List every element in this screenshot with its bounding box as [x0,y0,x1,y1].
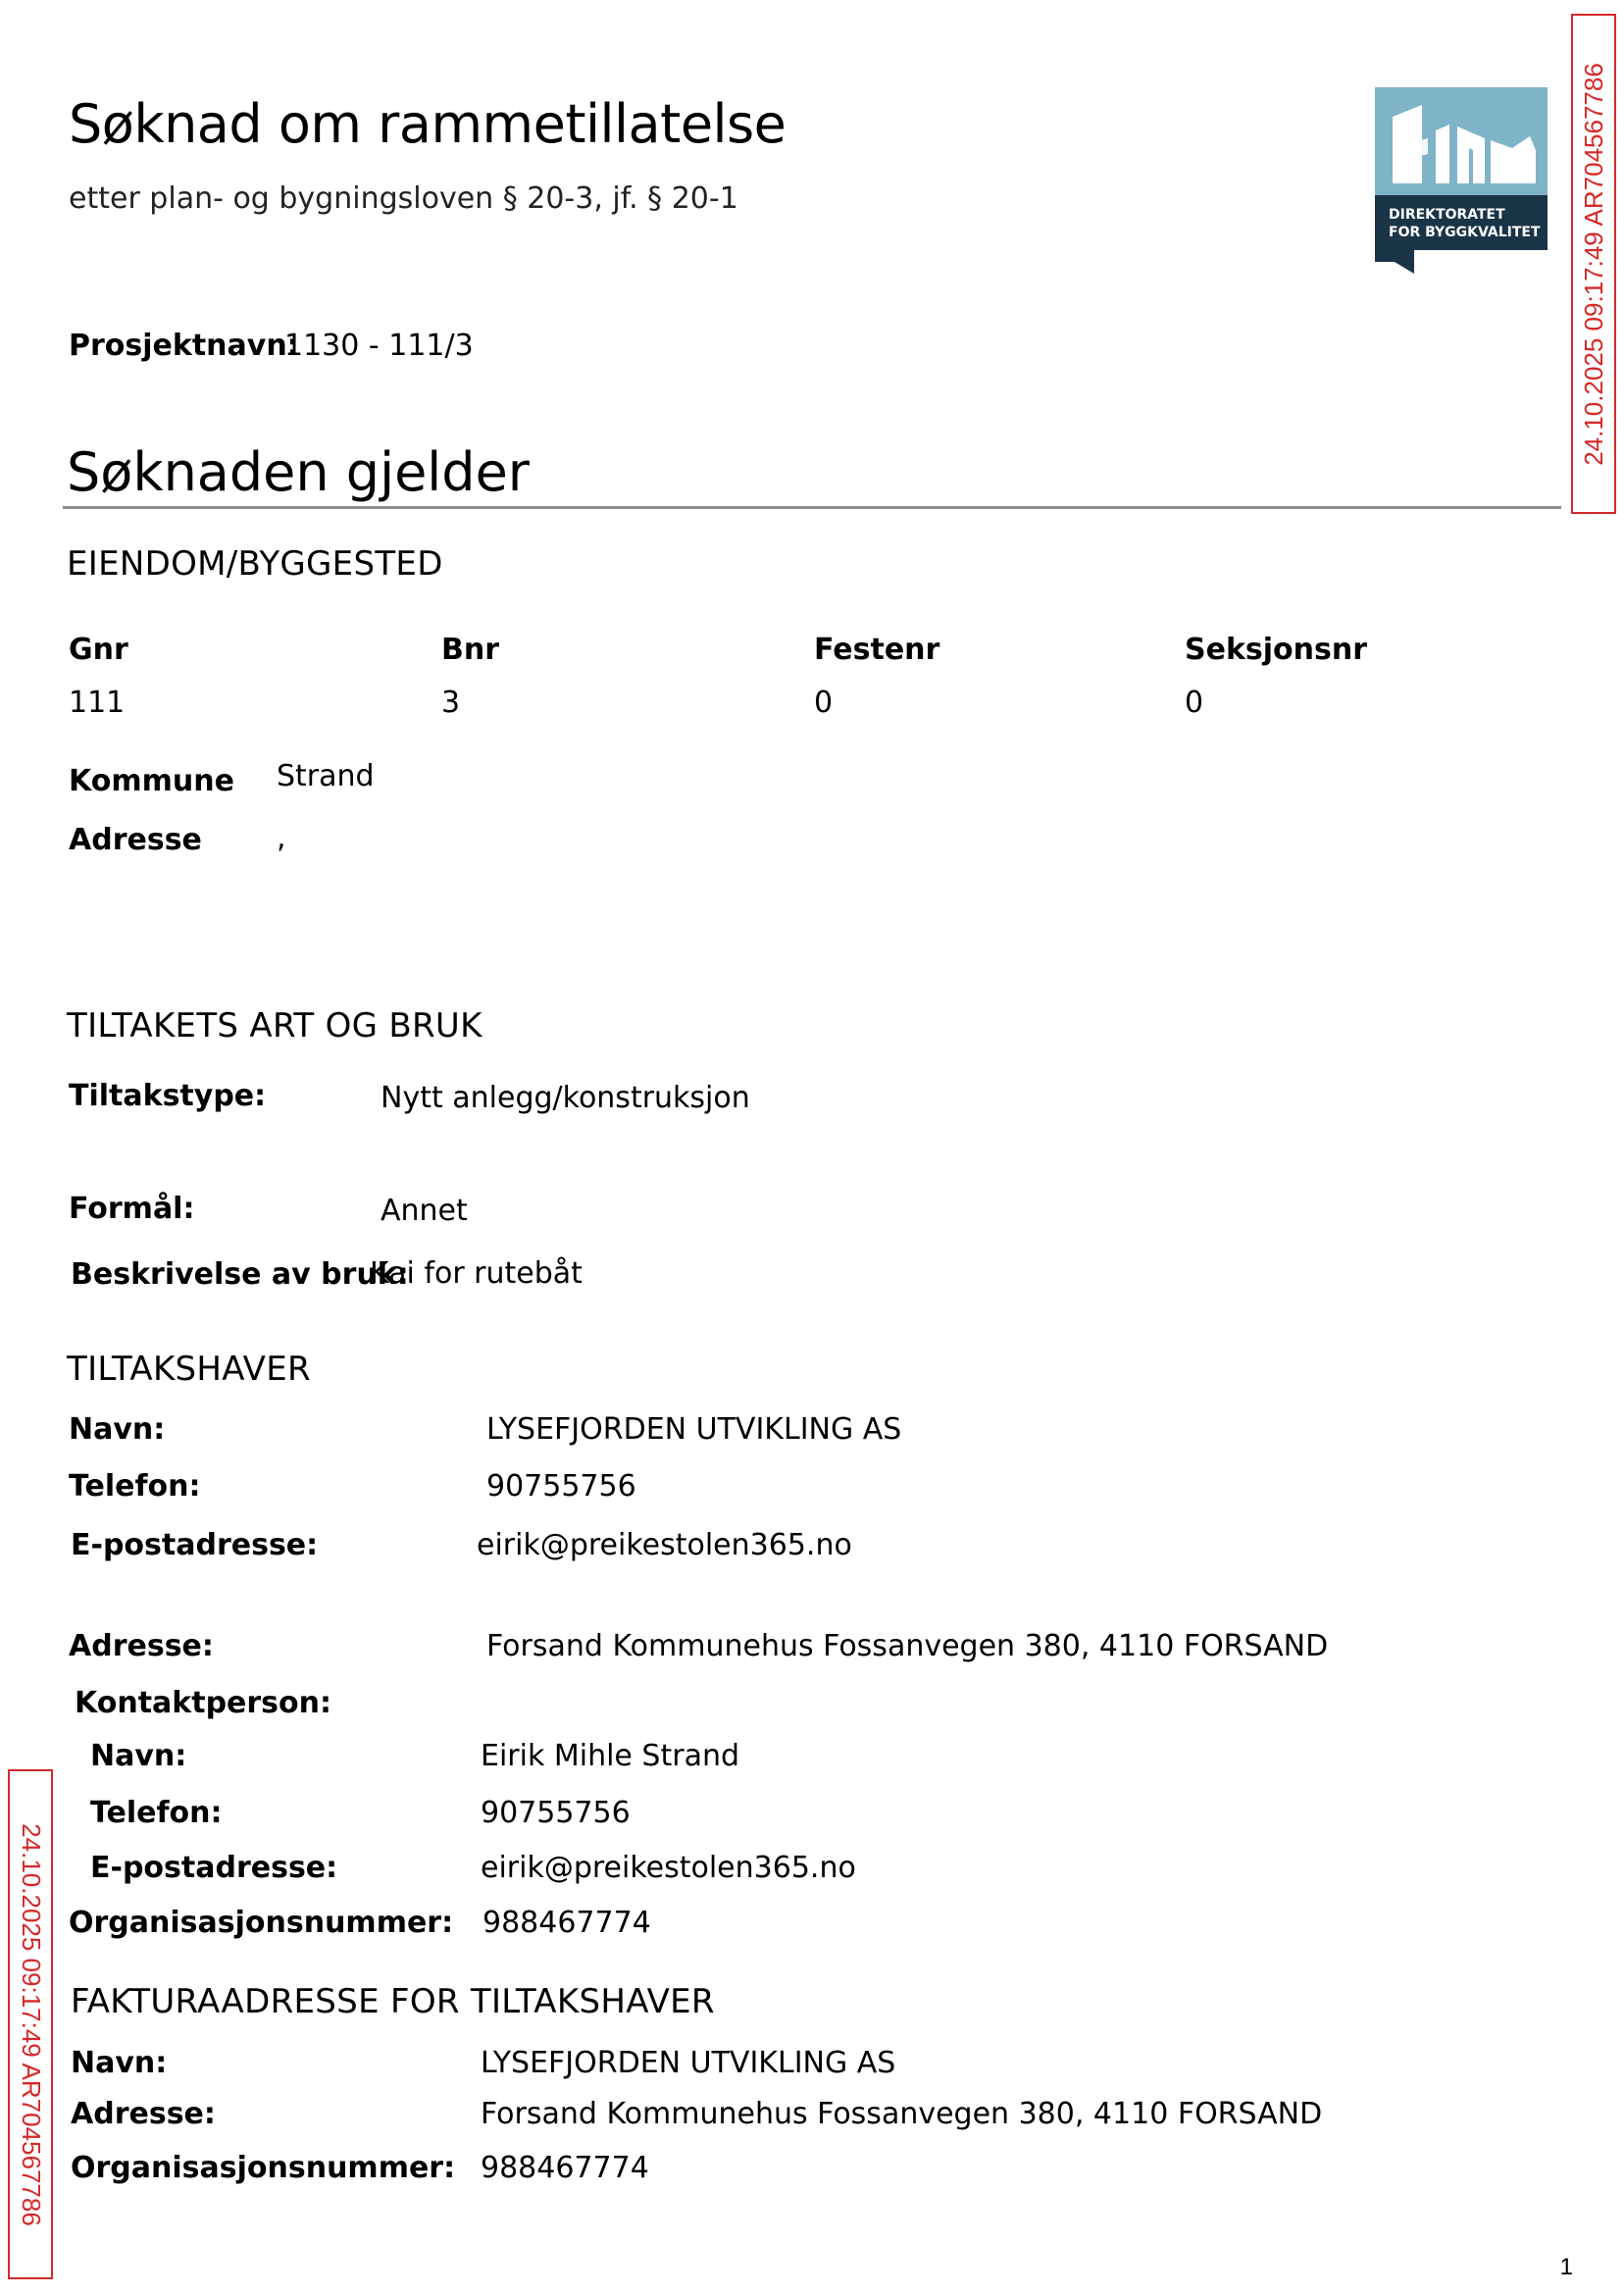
owner-org-value: 988467774 [482,1906,651,1940]
purpose-label: Formål: [69,1192,195,1226]
billing-org-label: Organisasjonsnummer: [71,2151,456,2185]
usage-value: Kai for rutebåt [370,1256,583,1291]
adresse-label: Adresse [69,823,202,857]
contact-name-value: Eirik Mihle Strand [481,1739,740,1773]
project-name-label: Prosjektnavn: [69,329,299,363]
owner-heading: TILTAKSHAVER [67,1350,311,1389]
contact-phone-value: 90755756 [481,1796,631,1830]
gnr-label: Gnr [69,633,128,667]
heading-divider [63,506,1561,509]
page-number: 1 [1559,2254,1573,2280]
application-heading: Søknaden gjelder [67,441,530,503]
stamp-text-top: 24.10.2025 09:17:49 AR704567786 [1578,62,1608,466]
timestamp-stamp-bottom [8,1769,53,2279]
measure-type-value: Nytt anlegg/konstruksjon [381,1081,750,1115]
owner-email-label: E-postadresse: [71,1528,319,1562]
festenr-value: 0 [814,686,834,720]
billing-address-value: Forsand Kommunehus Fossanvegen 380, 4110 FORSAND [481,2097,1323,2131]
owner-name-value: LYSEFJORDEN UTVIKLING AS [486,1412,902,1447]
contact-email-label: E-postadresse: [90,1851,338,1885]
owner-name-label: Navn: [69,1412,166,1447]
owner-email-value: eirik@preikestolen365.no [477,1528,852,1562]
dibk-logo-graphic [1375,87,1548,274]
seksjonsnr-label: Seksjonsnr [1185,633,1368,667]
billing-address-label: Adresse: [71,2097,216,2131]
owner-phone-label: Telefon: [69,1469,201,1504]
usage-label: Beskrivelse av bruk: [71,1257,409,1292]
logo-text-1: DIREKTORATET [1389,207,1505,223]
stamp-text-bottom: 24.10.2025 09:17:49 AR704567786 [16,1822,46,2226]
measure-type-label: Tiltakstype: [69,1079,267,1113]
billing-heading: FAKTURAADRESSE FOR TILTAKSHAVER [71,1982,715,2021]
contact-person-label: Kontaktperson: [75,1686,332,1720]
billing-org-value: 988467774 [481,2151,649,2185]
kommune-label: Kommune [69,764,234,798]
seksjonsnr-value: 0 [1185,686,1204,720]
document-subtitle: etter plan- og bygningsloven § 20-3, jf. § 20-1 [69,181,738,216]
bnr-label: Bnr [441,633,500,667]
billing-name-label: Navn: [71,2046,168,2080]
measure-heading: TILTAKETS ART OG BRUK [67,1006,482,1045]
contact-email-value: eirik@preikestolen365.no [481,1851,856,1885]
contact-name-label: Navn: [90,1739,187,1773]
owner-phone-value: 90755756 [486,1469,636,1504]
property-heading: EIENDOM/BYGGESTED [67,544,443,584]
owner-address-label: Adresse: [69,1629,214,1663]
owner-org-label: Organisasjonsnummer: [69,1906,454,1940]
timestamp-stamp-top [1571,14,1616,514]
logo-text-2: FOR BYGGKVALITET [1389,225,1541,240]
adresse-value: , [277,821,286,855]
contact-phone-label: Telefon: [90,1796,223,1830]
dibk-logo [1375,87,1548,274]
document-title: Søknad om rammetillatelse [69,93,787,155]
purpose-value: Annet [381,1194,468,1228]
festenr-label: Festenr [814,633,940,667]
billing-name-value: LYSEFJORDEN UTVIKLING AS [481,2046,896,2080]
owner-address-value: Forsand Kommunehus Fossanvegen 380, 4110 FORSAND [486,1629,1329,1663]
project-name-value: 1130 - 111/3 [284,329,474,363]
gnr-value: 111 [69,686,126,720]
bnr-value: 3 [441,686,461,720]
kommune-value: Strand [277,759,375,793]
